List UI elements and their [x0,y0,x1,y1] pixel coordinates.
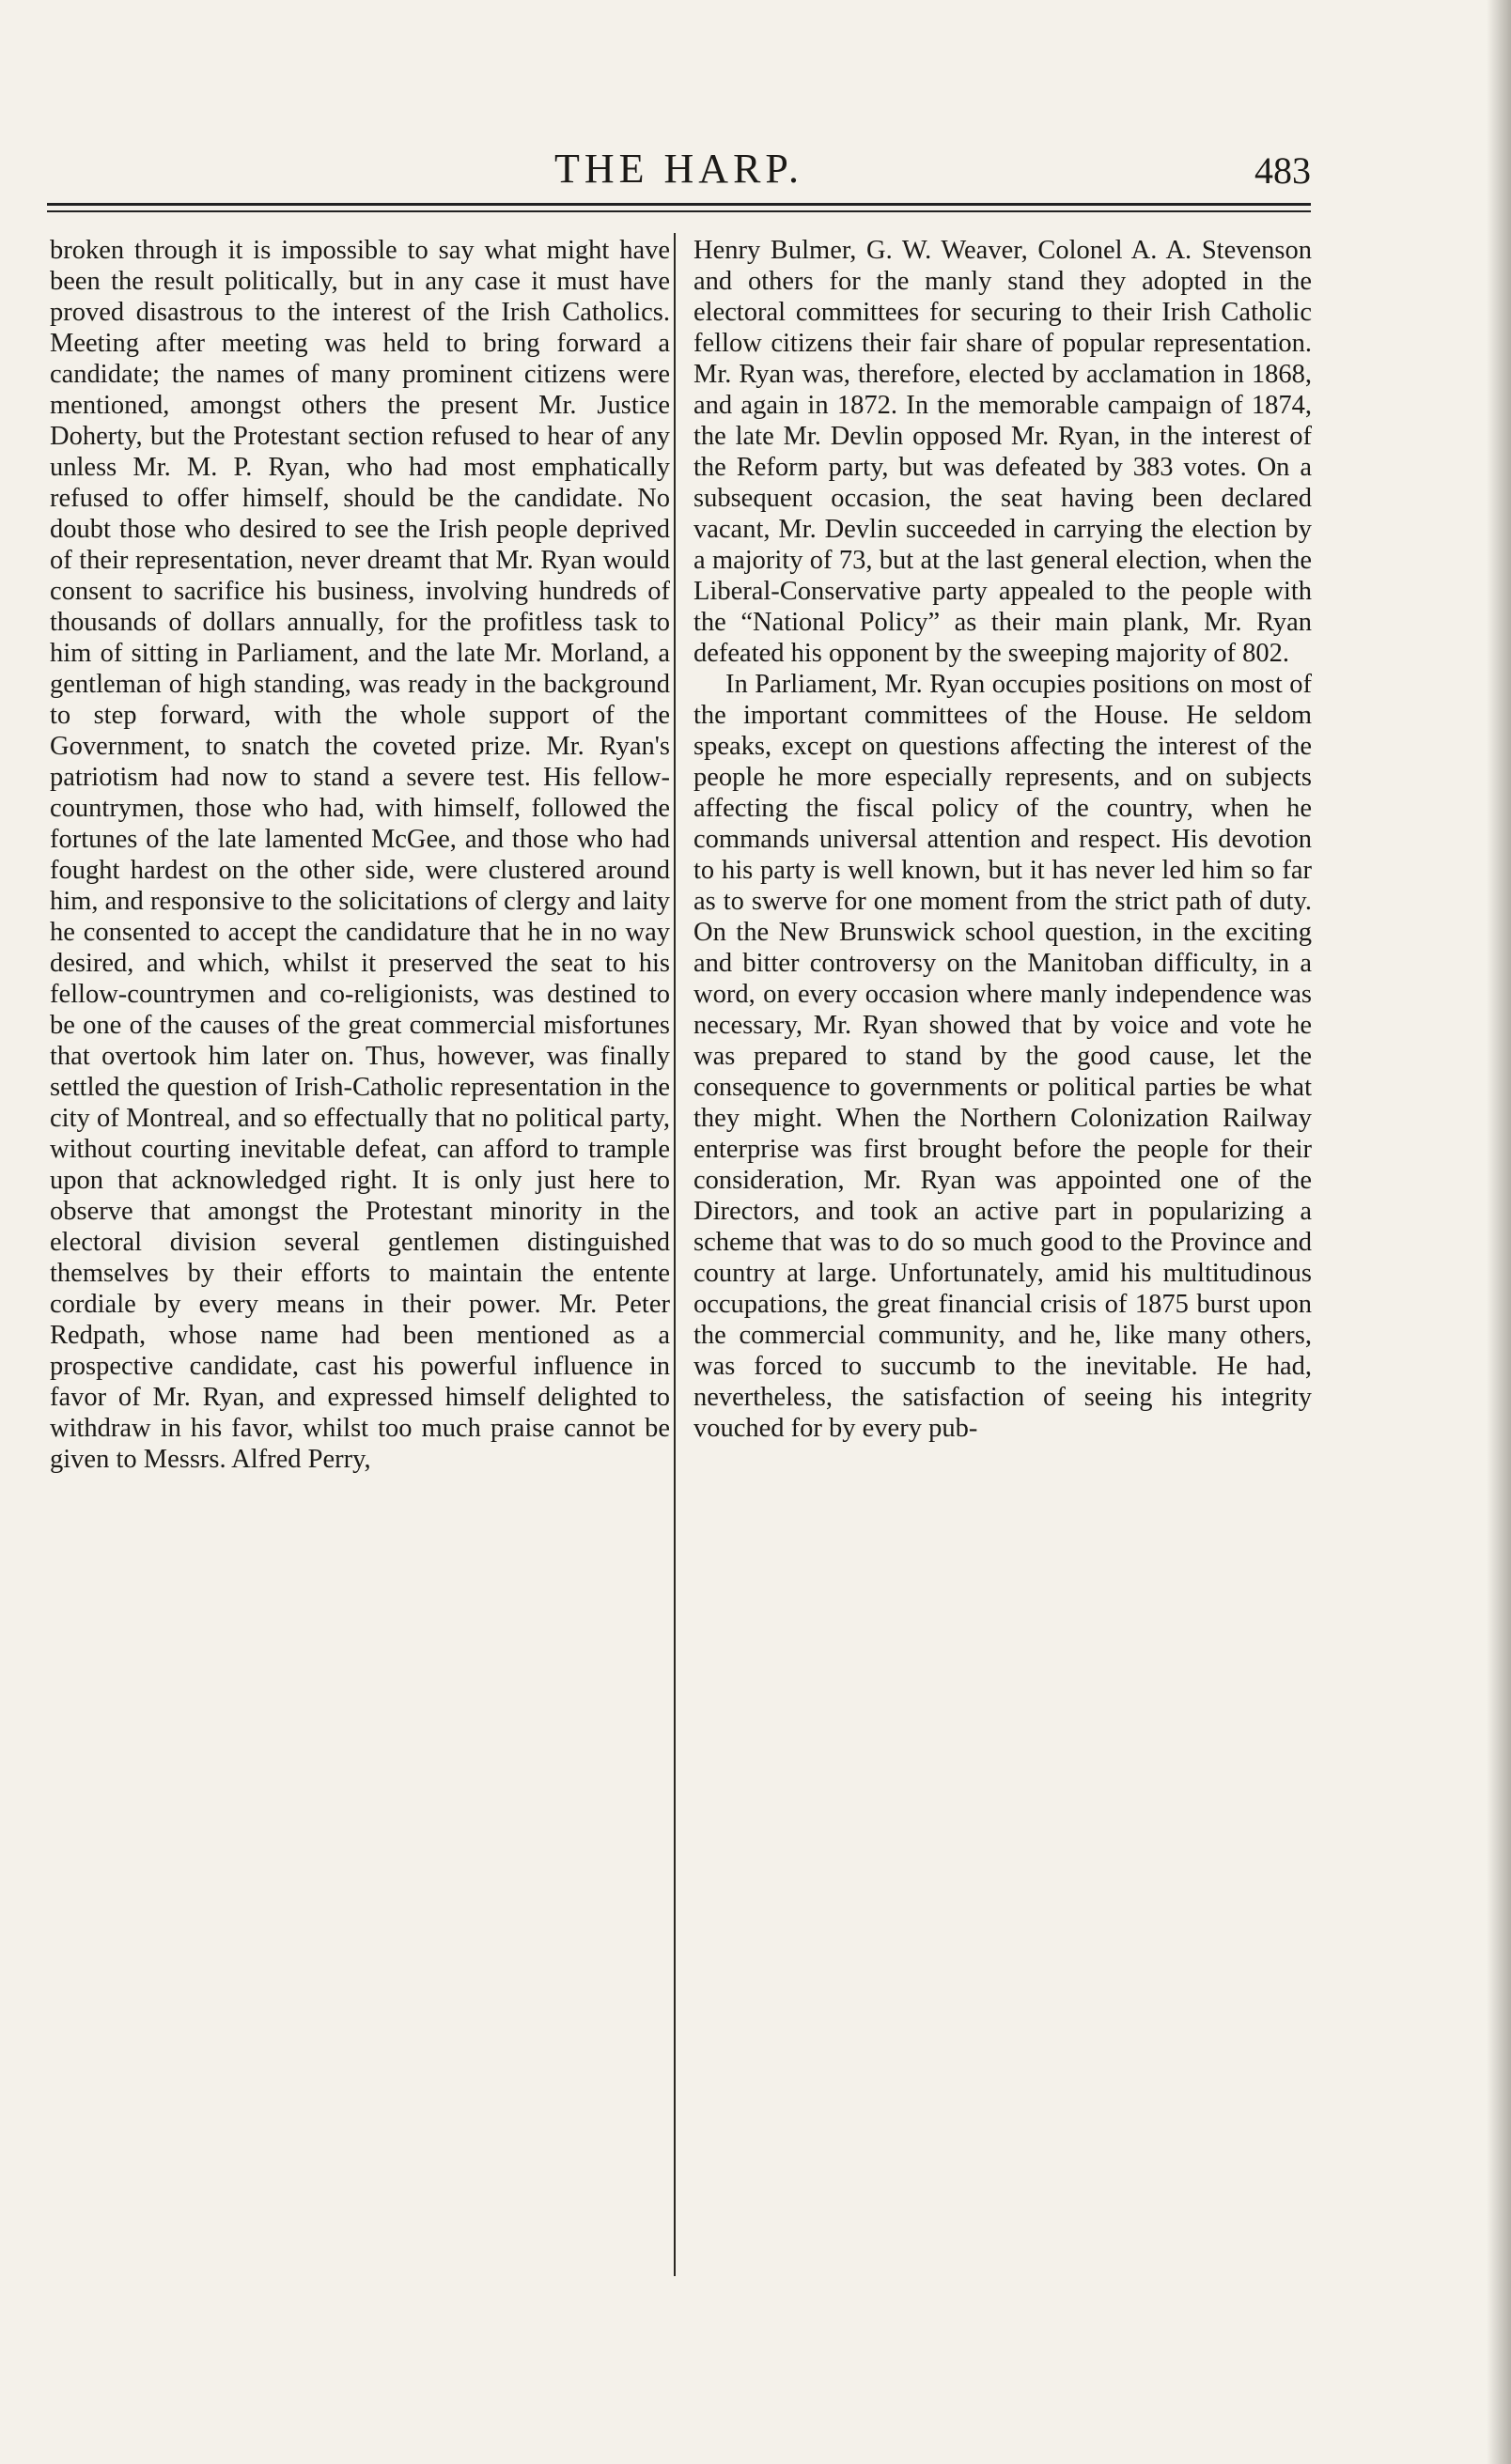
header-rule-bottom [47,210,1311,212]
running-title: THE HARP. [553,146,804,192]
page-edge-shadow [1487,0,1511,2464]
right-paragraph-1: Henry Bulmer, G. W. Weaver, Colonel A. A. Stevenson and others for the manly stand they adopted in the electoral committees for securing to their Irish Catholic fellow citizens their fair share of popular representation. Mr. Ryan was, therefore, elected by acclamation in 1868, and again in 1872. In the memorable campaign of 1874, the late Mr. Devlin opposed Mr. Ryan, in the interest of the Reform party, but was defeated by 383 votes. On a subsequent occasion, the seat having been declared vacant, Mr. Devlin succeeded in carrying the election by a majority of 73, but at the last general election, when the Liberal-Conservative party appealed to the people with the “National Policy” as their main plank, Mr. Ryan defeated his opponent by the sweeping majority of 802. [693,236,1312,668]
column-divider [674,233,676,2276]
header-rule-top [47,203,1311,206]
left-paragraph-1: broken through it is impossible to say what might have been the result politically, but in any case it must have proved disastrous to the interest of the Irish Catholics. Meeting after meeting was held to bring forward a candidate; the names of many prominent citizens were mentioned, amongst others the present Mr. Justice Doherty, but the Protestant section refused to hear of any unless Mr. M. P. Ryan, who had most emphatically refused to offer himself, should be the candidate. No doubt those who desired to see the Irish people deprived of their representation, never dreamt that Mr. Ryan would consent to sacrifice his business, involving hundreds of thousands of dollars annually, for the profitless task to him of sitting in Parliament, and the late Mr. Morland, a gentleman of high standing, was ready in the background to step forward, with the whole support of the Government, to snatch the coveted prize. Mr. Ryan's patriotism had now to stand a severe test. His fellow-countrymen, those who had, with himself, followed the fortunes of the late lamented McGee, and those who had fought hardest on the other side, were clustered around him, and responsive to the solicitations of clergy and laity he consented to accept the candidature that he in no way desired, and which, whilst it preserved the seat to his fellow-countrymen and co-religionists, was destined to be one of the causes of the great commercial misfortunes that overtook him later on. Thus, however, was finally settled the question of Irish-Catholic representation in the city of Montreal, and so effectually that no political party, without courting inevitable defeat, can afford to trample upon that acknowledged right. It is only just here to observe that amongst the Protestant minority in the electoral division several gentlemen distinguished themselves by their efforts to maintain the entente cordiale by every means in their power. Mr. Peter Redpath, whose name had been mentioned as a prospective candidate, cast his powerful influence in favor of Mr. Ryan, and expressed himself delighted to withdraw in his favor, whilst too much praise cannot be given to Messrs. Alfred Perry, [50,236,670,1474]
right-paragraph-2: In Parliament, Mr. Ryan occupies positions on most of the important committees of the House. He seldom speaks, except on questions affecting the interest of the people he more especially represents, and on subjects affecting the fiscal policy of the country, when he commands universal attention and respect. His devotion to his party is well known, but it has never led him so far as to swerve for one moment from the strict path of duty. On the New Brunswick school question, in the exciting and bitter controversy on the Manitoban difficulty, in a word, on every occasion where manly independence was necessary, Mr. Ryan showed that by voice and vote he was prepared to stand by the good cause, let the consequence to governments or political parties be what they might. When the Northern Colonization Railway enterprise was first brought before the people for their consideration, Mr. Ryan was appointed one of the Directors, and took an active part in popularizing a scheme that was to do so much good to the Province and country at large. Unfortunately, amid his multitudinous occupations, the great financial crisis of 1875 burst upon the commercial community, and he, like many others, was forced to succumb to the inevitable. He had, nevertheless, the satisfaction of seeing his integrity vouched for by every pub- [693,670,1312,1443]
right-column [693,235,1312,1444]
page-header [47,141,1311,207]
page-number: 483 [1254,149,1311,192]
left-column [50,235,670,1475]
